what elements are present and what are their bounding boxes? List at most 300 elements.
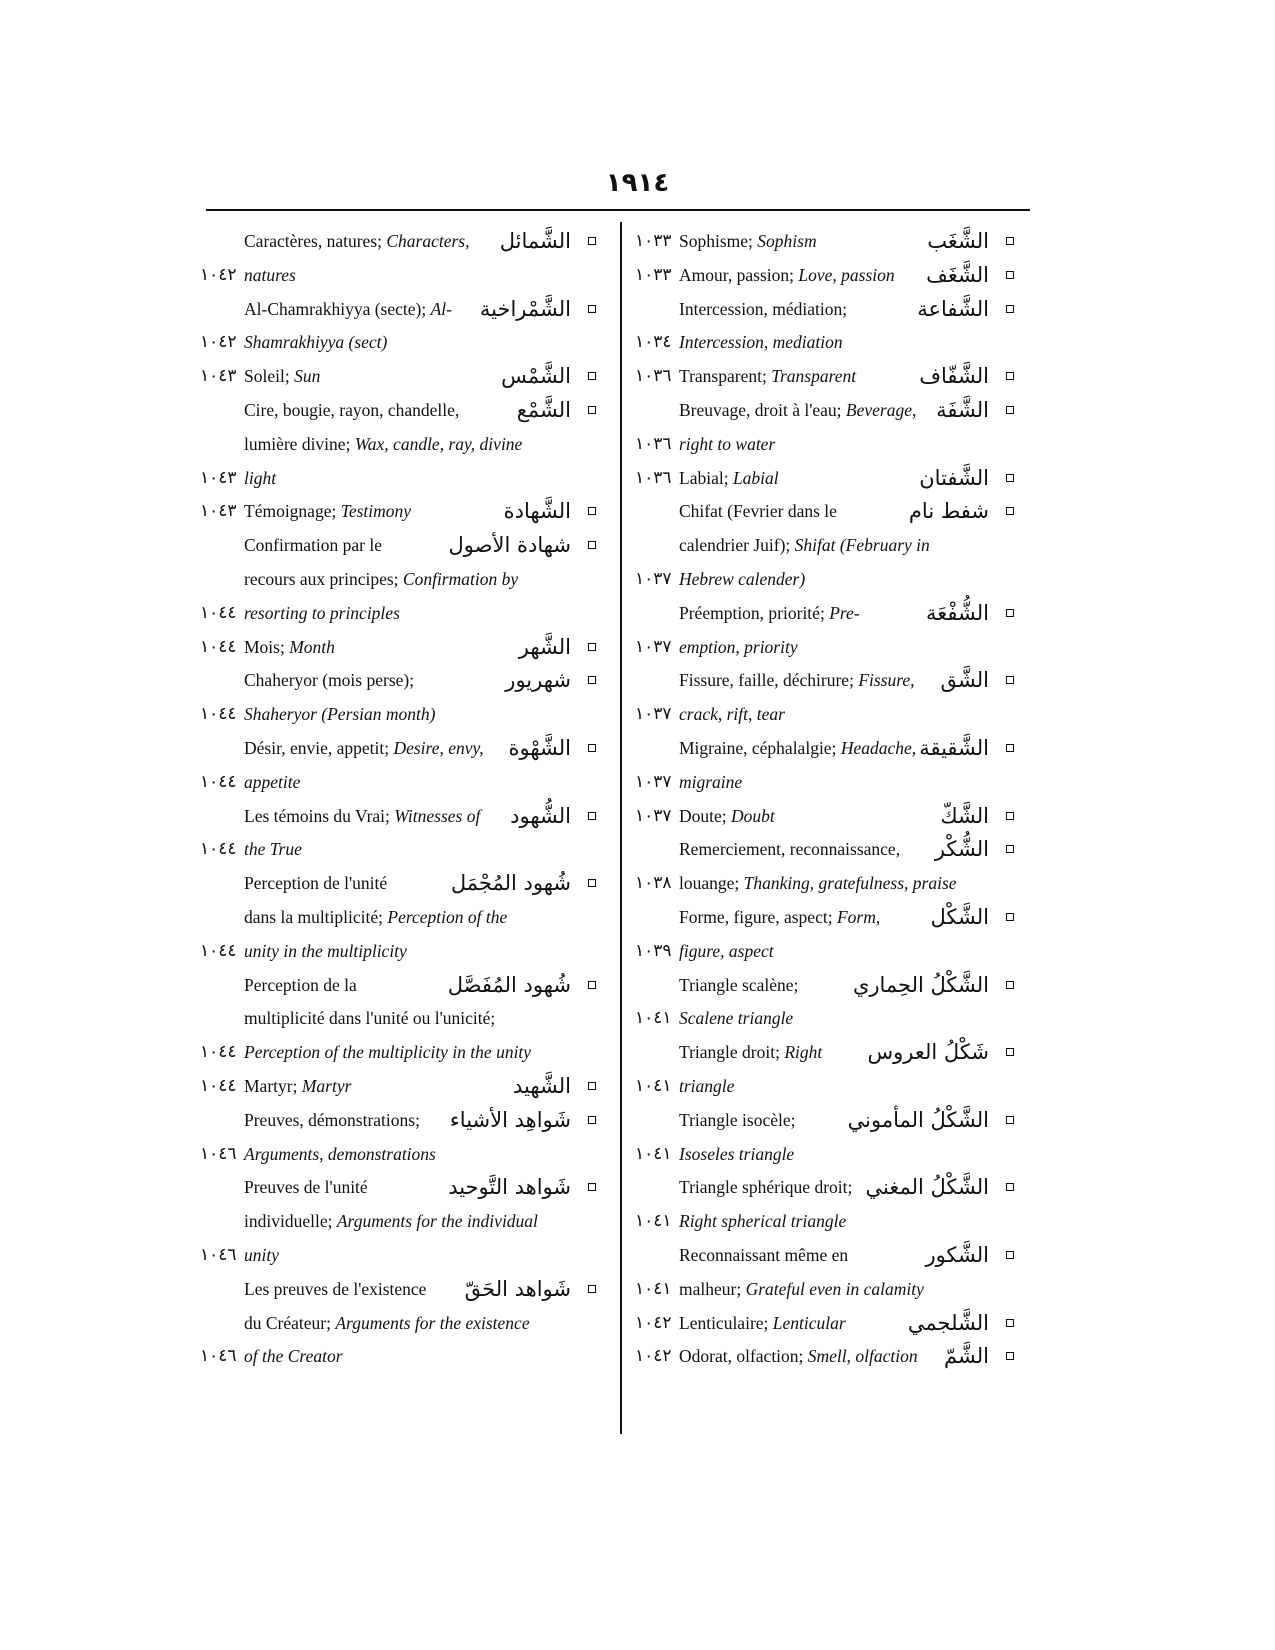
arabic-headword: الشَّقيقة bbox=[919, 736, 989, 760]
arabic-headword: الشَّهْوة bbox=[508, 736, 571, 760]
page-reference: ١٠٤١ bbox=[635, 1076, 672, 1096]
english-term: emption, priority bbox=[679, 636, 798, 657]
english-term: unity in the multiplicity bbox=[244, 940, 407, 961]
page-reference: ١٠٣٧ bbox=[635, 771, 672, 792]
french-term: multiplicité dans l'unité ou l'unicité; bbox=[244, 1008, 496, 1029]
english-term: Smell, olfaction bbox=[807, 1346, 918, 1367]
french-term: Al-Chamrakhiyya (secte); bbox=[244, 298, 427, 319]
page-number: ١٩١٤ bbox=[605, 168, 670, 198]
arabic-headword: الشَّمائل bbox=[499, 229, 571, 253]
english-term: Isoseles triangle bbox=[679, 1143, 795, 1164]
page-reference: ١٠٤٤ bbox=[200, 940, 237, 961]
english-term: Witnesses of bbox=[394, 805, 481, 826]
english-term: Doubt bbox=[731, 805, 775, 826]
entry-text bbox=[244, 765, 300, 800]
page-reference: ١٠٤٤ bbox=[200, 1042, 237, 1063]
glossary-line bbox=[635, 630, 1033, 665]
entry-bullet-icon bbox=[1006, 474, 1014, 482]
english-term: figure, aspect bbox=[679, 940, 774, 961]
arabic-headword: شفط نام bbox=[908, 499, 989, 524]
entry-bullet-icon bbox=[588, 981, 596, 989]
french-term: Transparent; bbox=[679, 366, 767, 387]
glossary-line bbox=[635, 697, 1033, 732]
glossary-line bbox=[635, 562, 1033, 597]
entry-bullet-icon bbox=[588, 643, 596, 651]
english-term: of the Creator bbox=[244, 1346, 343, 1367]
arabic-headword: الشَّكّ bbox=[940, 803, 989, 828]
page-reference: ١٠٣٩ bbox=[635, 940, 672, 961]
english-term: Hebrew calender) bbox=[679, 569, 806, 589]
arabic-headword: الشَّق bbox=[940, 668, 989, 693]
entry-text bbox=[679, 1069, 734, 1104]
entry-bullet-icon bbox=[588, 879, 596, 887]
arabic-headword: الشُّكْر bbox=[934, 837, 989, 862]
english-term: Desire, envy, bbox=[393, 738, 484, 758]
entry-text bbox=[679, 359, 856, 394]
english-term: light bbox=[244, 467, 277, 488]
page-reference: ١٠٣٧ bbox=[635, 569, 672, 589]
glossary-line bbox=[200, 325, 615, 360]
french-term: Intercession, médiation; bbox=[679, 298, 848, 319]
entry-bullet-icon bbox=[1006, 237, 1014, 245]
entry-bullet-icon bbox=[1006, 372, 1014, 380]
glossary-line bbox=[635, 866, 1033, 901]
arabic-headword: الشَّفتان bbox=[919, 465, 989, 490]
glossary-line bbox=[200, 731, 615, 766]
english-term: Thanking, gratefulness, praise bbox=[743, 873, 957, 894]
arabic-headword: الشَّمْس bbox=[501, 364, 571, 389]
english-term: Arguments, demonstrations bbox=[244, 1143, 436, 1164]
page-reference: ١٠٤٢ bbox=[200, 332, 237, 353]
page-reference: ١٠٤٦ bbox=[200, 1245, 237, 1265]
entry-bullet-icon bbox=[1006, 406, 1014, 414]
french-term: Mois; bbox=[244, 636, 285, 657]
glossary-line bbox=[200, 832, 615, 867]
french-term: recours aux principes; bbox=[244, 569, 399, 589]
english-term: Testimony bbox=[340, 501, 412, 522]
page-reference: ١٠٣٦ bbox=[635, 467, 672, 488]
english-term: Shaheryor (Persian month) bbox=[244, 704, 436, 725]
glossary-line bbox=[200, 1035, 615, 1070]
glossary-line bbox=[200, 461, 615, 496]
arabic-headword: الشَّغَف bbox=[926, 262, 989, 287]
page-reference: ١٠٣٧ bbox=[635, 805, 672, 826]
french-term: Triangle isocèle; bbox=[679, 1109, 796, 1130]
english-term: Transparent bbox=[771, 366, 857, 387]
french-term: calendrier Juif); bbox=[679, 535, 791, 556]
entry-text bbox=[244, 866, 387, 901]
arabic-headword: الشَّمْع bbox=[516, 398, 571, 422]
entry-bullet-icon bbox=[588, 1183, 596, 1191]
entry-text bbox=[679, 630, 798, 665]
entry-text bbox=[244, 494, 411, 529]
entry-text bbox=[244, 1103, 420, 1138]
entry-bullet-icon bbox=[1006, 676, 1014, 684]
glossary-line bbox=[635, 1170, 1033, 1205]
page-reference: ١٠٤٤ bbox=[200, 839, 237, 860]
glossary-line bbox=[200, 866, 615, 901]
french-term: du Créateur; bbox=[244, 1312, 331, 1333]
entry-text bbox=[244, 1069, 351, 1104]
english-term: Scalene triangle bbox=[679, 1008, 794, 1029]
arabic-headword: الشَّمّ bbox=[944, 1344, 989, 1369]
english-term: Shifat (February in bbox=[794, 535, 930, 556]
glossary-line bbox=[635, 968, 1033, 1003]
arabic-headword: الشُّفْعَة bbox=[926, 600, 989, 625]
entry-text bbox=[679, 697, 785, 732]
entry-bullet-icon bbox=[588, 507, 596, 515]
entry-text bbox=[679, 562, 805, 597]
page-reference: ١٠٤٤ bbox=[200, 636, 237, 657]
english-term: Beverage, bbox=[845, 400, 917, 420]
french-term: louange; bbox=[679, 873, 740, 894]
page-reference: ١٠٤٤ bbox=[200, 704, 237, 725]
arabic-headword: الشُّهود bbox=[510, 803, 571, 828]
english-term: Arguments for the individual bbox=[336, 1211, 538, 1232]
glossary-line bbox=[635, 1035, 1033, 1070]
header-rule bbox=[206, 209, 1030, 211]
arabic-headword: الشَّكور bbox=[925, 1243, 989, 1267]
english-term: Al- bbox=[430, 298, 452, 319]
english-term: Perception of the multiplicity in the unity bbox=[244, 1042, 532, 1063]
entry-text bbox=[679, 663, 915, 698]
entry-text bbox=[679, 1001, 793, 1036]
french-term: Préemption, priorité; bbox=[679, 602, 825, 623]
page-reference: ١٠٤٢ bbox=[635, 1312, 672, 1333]
glossary-line bbox=[635, 427, 1033, 462]
entry-text bbox=[679, 1035, 822, 1070]
entry-bullet-icon bbox=[1006, 1183, 1014, 1191]
french-term: Reconnaissant même en bbox=[679, 1245, 849, 1265]
english-term: Intercession, mediation bbox=[679, 332, 843, 353]
page-reference: ١٠٣٧ bbox=[635, 636, 672, 657]
entry-text bbox=[679, 596, 860, 631]
english-term: Perception of the bbox=[387, 907, 508, 927]
entry-text bbox=[244, 1035, 531, 1070]
french-term: Chifat (Fevrier dans le bbox=[679, 501, 837, 522]
arabic-headword: الشَّفاعة bbox=[917, 296, 989, 321]
arabic-headword: الشَّكْلُ المغني bbox=[865, 1175, 989, 1200]
entry-text bbox=[244, 292, 452, 327]
entry-text bbox=[244, 1238, 279, 1273]
english-term: resorting to principles bbox=[244, 602, 400, 623]
arabic-headword: الشَّلجمي bbox=[907, 1310, 989, 1335]
entry-text bbox=[679, 866, 957, 901]
entry-text bbox=[679, 1339, 918, 1374]
entry-text bbox=[679, 292, 847, 327]
french-term: Témoignage; bbox=[244, 501, 337, 522]
page-reference: ١٠٤١ bbox=[635, 1008, 672, 1029]
entry-bullet-icon bbox=[1006, 271, 1014, 279]
english-term: triangle bbox=[679, 1076, 735, 1096]
entry-text bbox=[679, 968, 798, 1003]
entry-text bbox=[244, 1001, 495, 1036]
entry-text bbox=[244, 562, 518, 597]
entry-bullet-icon bbox=[1006, 812, 1014, 820]
arabic-headword: شُهود المُفَصَّل bbox=[447, 972, 571, 997]
entry-text bbox=[679, 325, 843, 360]
english-term: Shamrakhiyya (sect) bbox=[244, 332, 388, 353]
entry-text bbox=[244, 799, 480, 834]
glossary-line bbox=[200, 1306, 615, 1341]
arabic-headword: الشَّهادة bbox=[503, 499, 571, 524]
glossary-line bbox=[635, 934, 1033, 969]
glossary-line bbox=[200, 1170, 615, 1205]
english-term: Martyr bbox=[301, 1076, 352, 1096]
french-term: Perception de la bbox=[244, 974, 357, 995]
french-term: Remerciement, reconnaissance, bbox=[679, 839, 901, 860]
entry-bullet-icon bbox=[1006, 913, 1014, 921]
entry-text bbox=[244, 224, 469, 259]
glossary-line bbox=[200, 1103, 615, 1138]
entry-text bbox=[679, 393, 916, 428]
glossary-line bbox=[635, 359, 1033, 394]
french-term: Migraine, céphalalgie; bbox=[679, 738, 837, 758]
entry-bullet-icon bbox=[588, 1116, 596, 1124]
french-term: Forme, figure, aspect; bbox=[679, 907, 833, 927]
french-term: Triangle scalène; bbox=[679, 974, 799, 995]
entry-text bbox=[244, 393, 459, 428]
entry-text bbox=[244, 461, 276, 496]
entry-text bbox=[679, 1238, 848, 1273]
entry-text bbox=[244, 359, 320, 394]
french-term: Désir, envie, appetit; bbox=[244, 738, 390, 758]
entry-text bbox=[244, 968, 357, 1003]
page-reference: ١٠٤١ bbox=[635, 1278, 672, 1299]
english-term: Love, passion bbox=[798, 264, 895, 285]
english-term: Grateful even in calamity bbox=[745, 1278, 924, 1299]
french-term: Triangle sphérique droit; bbox=[679, 1177, 853, 1198]
page-reference: ١٠٣٣ bbox=[635, 264, 672, 285]
arabic-headword: الشَّهيد bbox=[512, 1074, 571, 1098]
entry-bullet-icon bbox=[1006, 1319, 1014, 1327]
entry-bullet-icon bbox=[1006, 507, 1014, 515]
glossary-line bbox=[635, 258, 1033, 293]
english-term: Characters, bbox=[386, 231, 470, 251]
entry-text bbox=[244, 596, 400, 631]
english-term: Form, bbox=[836, 907, 881, 927]
glossary-line bbox=[635, 1238, 1033, 1273]
entry-bullet-icon bbox=[588, 541, 596, 549]
entry-text bbox=[244, 325, 387, 360]
english-term: Right spherical triangle bbox=[679, 1211, 847, 1232]
english-term: migraine bbox=[679, 771, 743, 792]
page-reference: ١٠٣٤ bbox=[635, 332, 672, 353]
entry-text bbox=[244, 731, 484, 766]
glossary-line bbox=[200, 562, 615, 597]
glossary-line bbox=[635, 1306, 1033, 1341]
glossary-line bbox=[635, 224, 1033, 259]
entry-text bbox=[244, 934, 407, 969]
english-term: Wax, candle, ray, divine bbox=[354, 433, 523, 454]
english-term: right to water bbox=[679, 433, 776, 454]
glossary-line bbox=[635, 1103, 1033, 1138]
entry-bullet-icon bbox=[588, 305, 596, 313]
entry-text bbox=[679, 1272, 924, 1307]
entry-text bbox=[244, 1137, 436, 1172]
english-term: Month bbox=[289, 636, 335, 657]
entry-bullet-icon bbox=[1006, 981, 1014, 989]
english-term: natures bbox=[244, 264, 296, 285]
entry-text bbox=[679, 1103, 795, 1138]
french-term: Odorat, olfaction; bbox=[679, 1346, 804, 1367]
entry-text bbox=[679, 528, 930, 563]
page-reference: ١٠٤٣ bbox=[200, 501, 237, 522]
arabic-headword: شَواهد التَّوحيد bbox=[448, 1175, 571, 1200]
glossary-line bbox=[200, 663, 615, 698]
french-term: lumière divine; bbox=[244, 433, 351, 454]
french-term: individuelle; bbox=[244, 1211, 333, 1232]
entry-text bbox=[679, 900, 880, 935]
glossary-line bbox=[200, 1069, 615, 1104]
glossary-line bbox=[200, 224, 615, 259]
glossary-line bbox=[635, 832, 1033, 867]
page-reference: ١٠٤٢ bbox=[635, 1346, 672, 1367]
french-term: Les preuves de l'existence bbox=[244, 1278, 427, 1299]
glossary-line bbox=[635, 1137, 1033, 1172]
entry-text bbox=[679, 427, 775, 462]
french-term: Fissure, faille, déchirure; bbox=[679, 670, 854, 691]
page-reference: ١٠٤٤ bbox=[200, 602, 237, 623]
french-term: Cire, bougie, rayon, chandelle, bbox=[244, 400, 460, 420]
english-term: Headache, bbox=[840, 738, 917, 758]
entry-text bbox=[679, 224, 817, 259]
glossary-line bbox=[200, 1001, 615, 1036]
english-term: Fissure, bbox=[858, 670, 915, 691]
page-reference: ١٠٣٣ bbox=[635, 231, 672, 251]
entry-text bbox=[244, 258, 296, 293]
page-reference: ١٠٤٤ bbox=[200, 771, 237, 792]
glossary-line bbox=[635, 799, 1033, 834]
entry-bullet-icon bbox=[1006, 845, 1014, 853]
page-reference: ١٠٤٤ bbox=[200, 1076, 237, 1096]
entry-text bbox=[244, 663, 414, 698]
glossary-line bbox=[200, 1339, 615, 1374]
entry-text bbox=[679, 832, 900, 867]
english-term: appetite bbox=[244, 771, 301, 792]
english-term: Pre- bbox=[829, 602, 860, 623]
page-reference: ١٠٤٢ bbox=[200, 264, 237, 285]
glossary-line bbox=[200, 494, 615, 529]
glossary-line bbox=[635, 900, 1033, 935]
french-term: Caractères, natures; bbox=[244, 231, 382, 251]
glossary-line bbox=[200, 596, 615, 631]
arabic-headword: الشَّفَة bbox=[936, 398, 989, 422]
entry-text bbox=[679, 1170, 852, 1205]
glossary-line bbox=[635, 663, 1033, 698]
arabic-headword: شهريور bbox=[505, 668, 571, 693]
english-term: Arguments for the existence bbox=[335, 1312, 530, 1333]
glossary-line bbox=[200, 528, 615, 563]
entry-text bbox=[679, 1204, 846, 1239]
glossary-line bbox=[635, 528, 1033, 563]
english-term: Sun bbox=[294, 366, 321, 387]
entry-bullet-icon bbox=[588, 237, 596, 245]
french-term: Les témoins du Vrai; bbox=[244, 805, 390, 826]
entry-text bbox=[244, 1204, 538, 1239]
arabic-headword: شَواهد الحَقّ bbox=[464, 1276, 571, 1301]
english-term: Labial bbox=[732, 467, 779, 488]
glossary-line bbox=[200, 1137, 615, 1172]
glossary-line bbox=[635, 292, 1033, 327]
glossary-line bbox=[635, 325, 1033, 360]
entry-bullet-icon bbox=[588, 1285, 596, 1293]
entry-bullet-icon bbox=[1006, 744, 1014, 752]
page-reference: ١٠٣٦ bbox=[635, 366, 672, 387]
page-reference: ١٠٤٦ bbox=[200, 1143, 237, 1164]
entry-text bbox=[679, 765, 742, 800]
entry-text bbox=[244, 528, 382, 563]
english-term: Sophism bbox=[757, 231, 817, 251]
glossary-line bbox=[200, 1272, 615, 1307]
arabic-headword: شهادة الأصول bbox=[448, 533, 571, 558]
glossary-line bbox=[200, 900, 615, 935]
english-term: Lenticular bbox=[772, 1312, 846, 1333]
glossary-line bbox=[200, 292, 615, 327]
entry-text bbox=[244, 427, 522, 462]
entry-bullet-icon bbox=[588, 372, 596, 380]
glossary-line bbox=[200, 630, 615, 665]
entry-text bbox=[679, 258, 895, 293]
french-term: Confirmation par le bbox=[244, 535, 383, 556]
entry-text bbox=[679, 934, 774, 969]
glossary-line bbox=[635, 1204, 1033, 1239]
arabic-headword: الشَّهر bbox=[518, 634, 571, 659]
entry-text bbox=[679, 461, 779, 496]
entry-text bbox=[244, 832, 302, 867]
glossary-line bbox=[200, 697, 615, 732]
french-term: Preuves de l'unité bbox=[244, 1177, 368, 1198]
page-reference: ١٠٤١ bbox=[635, 1211, 672, 1232]
french-term: Perception de l'unité bbox=[244, 873, 388, 894]
entry-bullet-icon bbox=[588, 744, 596, 752]
entry-bullet-icon bbox=[1006, 609, 1014, 617]
entry-text bbox=[679, 1306, 846, 1341]
english-term: unity bbox=[244, 1245, 279, 1265]
glossary-line bbox=[200, 393, 615, 428]
glossary-line bbox=[200, 258, 615, 293]
french-term: Martyr; bbox=[244, 1076, 298, 1096]
english-term: crack, rift, tear bbox=[679, 704, 785, 725]
entry-bullet-icon bbox=[1006, 1251, 1014, 1259]
glossary-line bbox=[635, 1339, 1033, 1374]
column-divider bbox=[620, 222, 622, 1434]
entry-text bbox=[244, 697, 436, 732]
page-reference: ١٠٤٣ bbox=[200, 467, 237, 488]
entry-text bbox=[244, 630, 335, 665]
glossary-line bbox=[200, 934, 615, 969]
glossary-line bbox=[635, 1272, 1033, 1307]
arabic-headword: شَواهِد الأشياء bbox=[449, 1107, 571, 1132]
glossary-line bbox=[635, 731, 1033, 766]
entry-bullet-icon bbox=[588, 812, 596, 820]
glossary-line bbox=[200, 1238, 615, 1273]
glossary-line bbox=[635, 393, 1033, 428]
glossary-line bbox=[635, 1001, 1033, 1036]
page-reference: ١٠٣٧ bbox=[635, 704, 672, 725]
entry-bullet-icon bbox=[1006, 305, 1014, 313]
french-term: Doute; bbox=[679, 805, 727, 826]
arabic-headword: الشَّكْلُ الحِماري bbox=[852, 972, 989, 997]
arabic-headword: شَكْلُ العروس bbox=[867, 1040, 989, 1065]
french-term: Chaheryor (mois perse); bbox=[244, 670, 415, 691]
entry-bullet-icon bbox=[588, 406, 596, 414]
french-term: Soleil; bbox=[244, 366, 290, 387]
glossary-line bbox=[635, 596, 1033, 631]
french-term: Amour, passion; bbox=[679, 264, 794, 285]
glossary-line bbox=[635, 494, 1033, 529]
glossary-line bbox=[200, 765, 615, 800]
